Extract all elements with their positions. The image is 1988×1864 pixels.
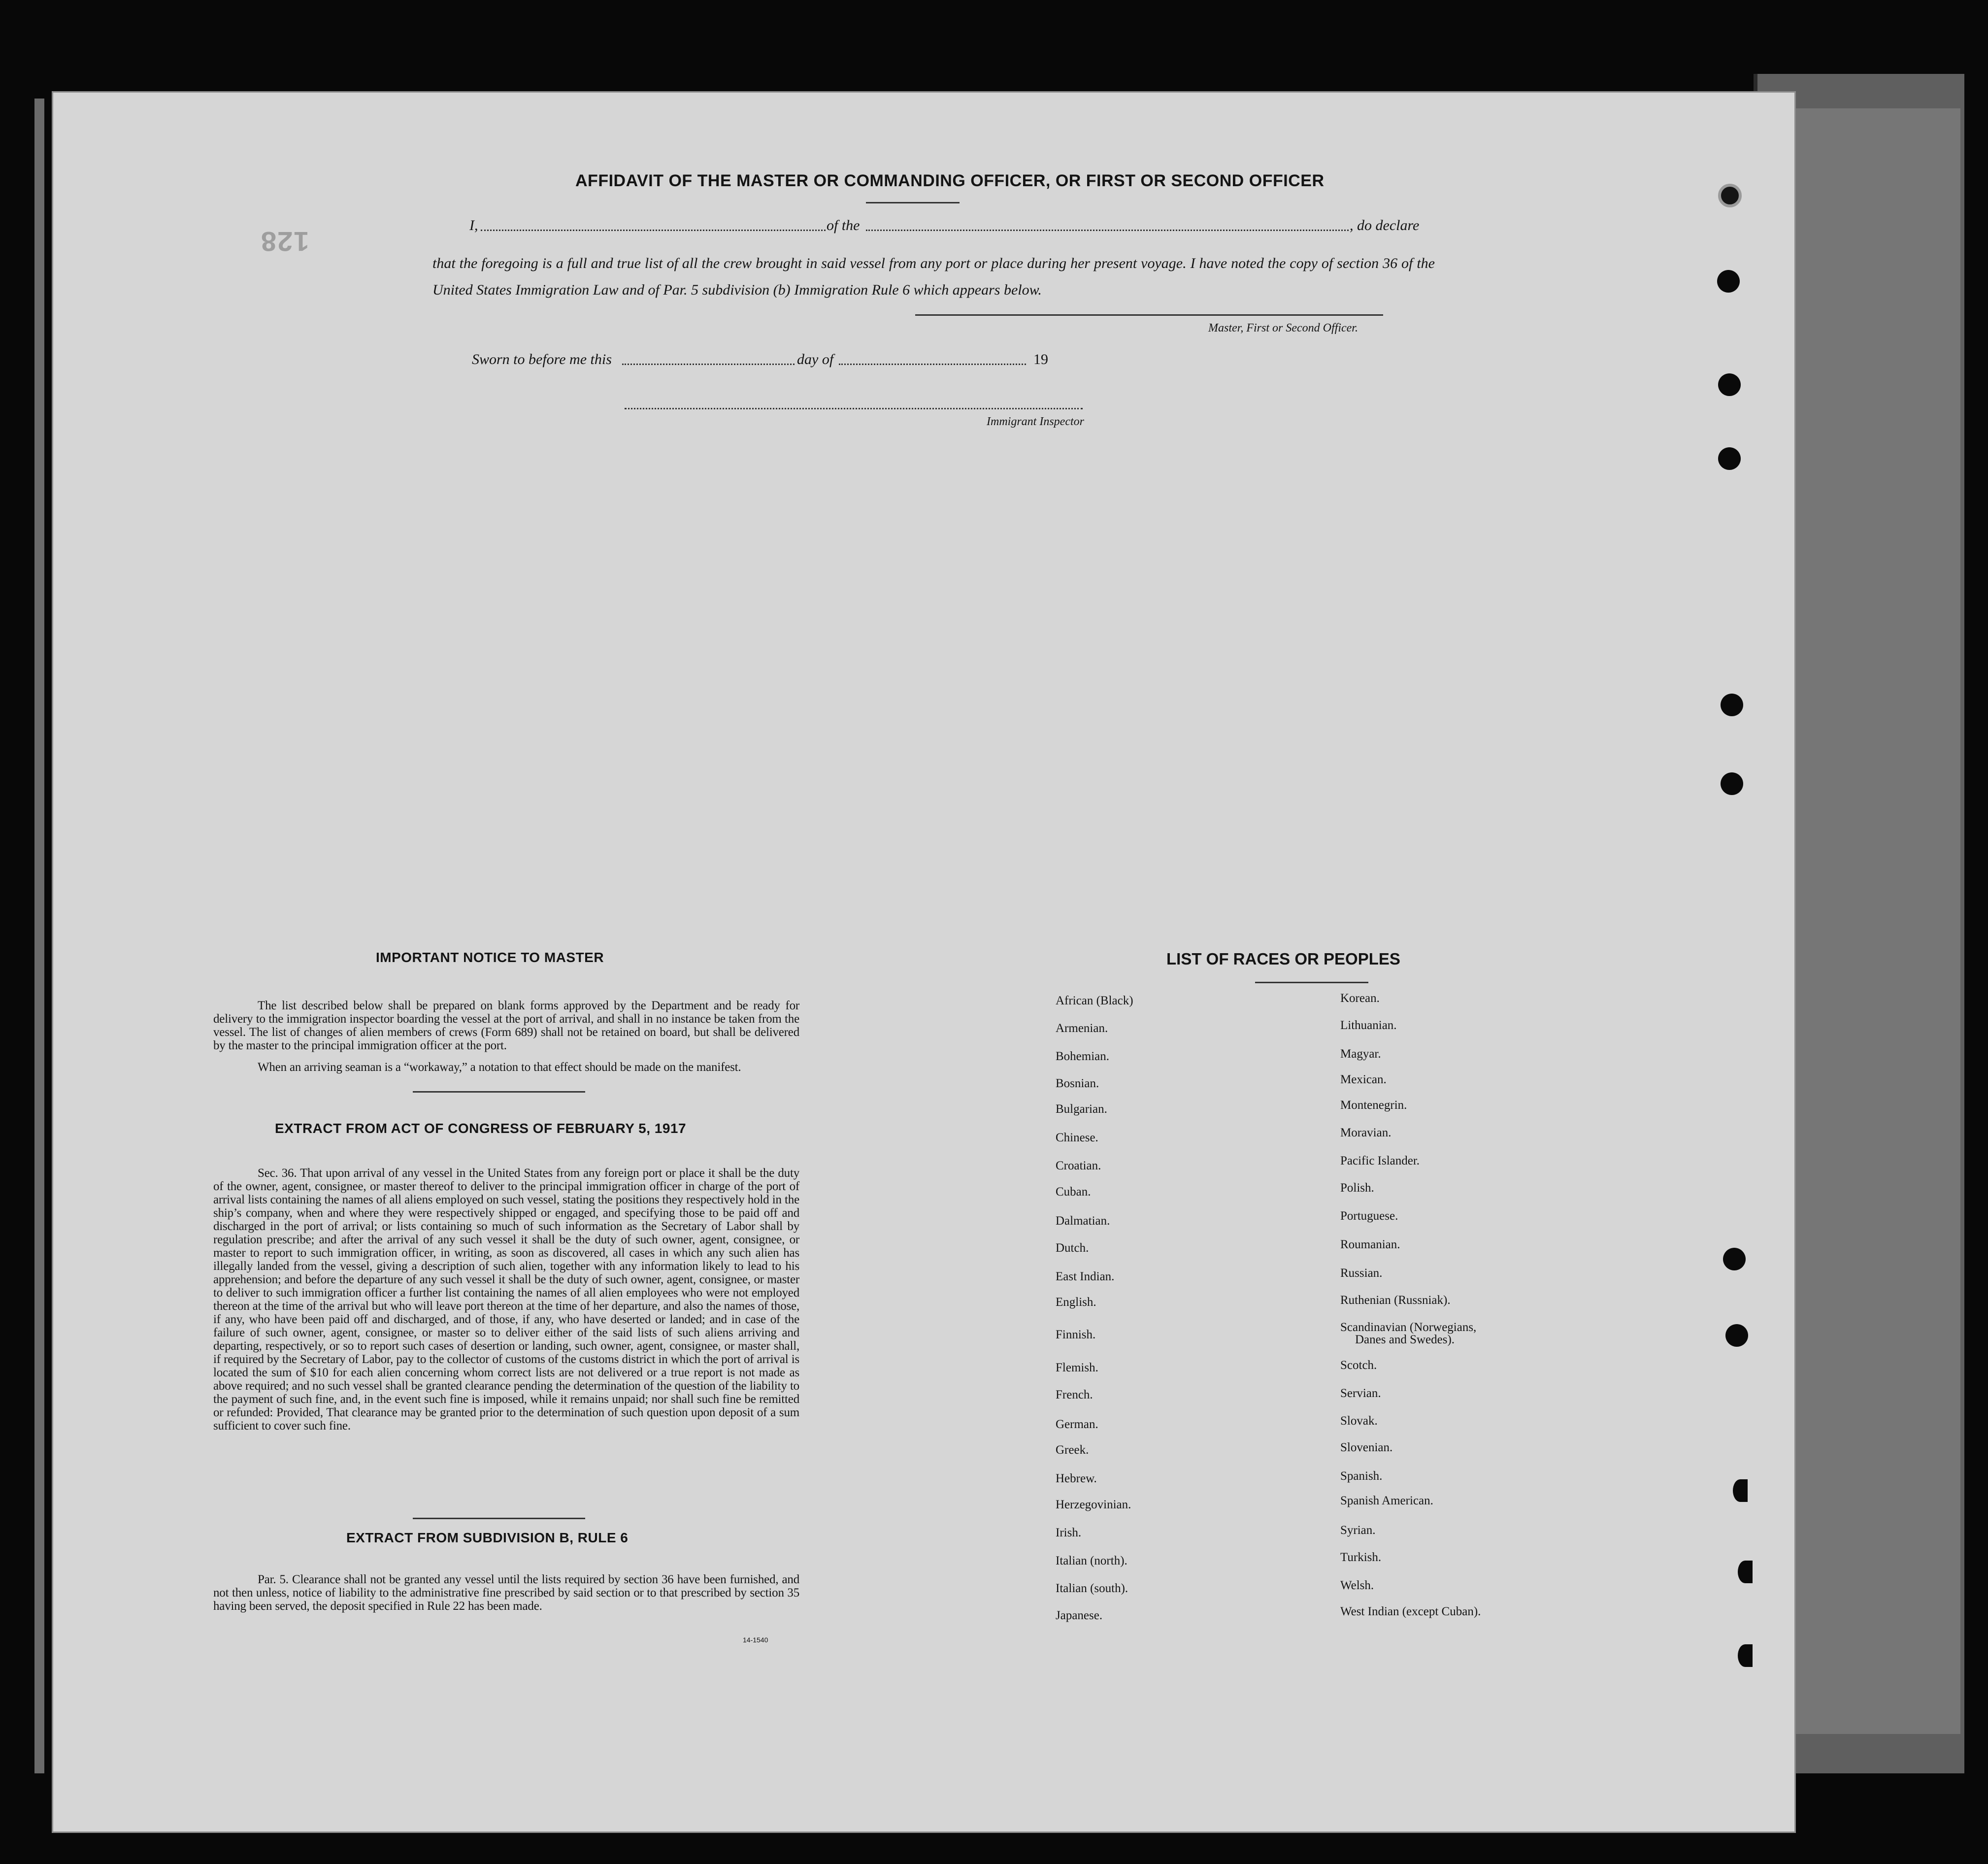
- race-item: Roumanian.: [1340, 1238, 1400, 1251]
- race-item: Montenegrin.: [1340, 1098, 1407, 1112]
- punch-hole: [1717, 270, 1740, 293]
- race-item: Flemish.: [1056, 1361, 1098, 1374]
- declarant-name-line: [481, 230, 826, 231]
- year-label: 19: [1033, 351, 1048, 367]
- affidavit-statement: that the foregoing is a full and true list of all the crew brought in said vessel from any port or place during her present voyage. I have noted the copy of section 36 of the United States Immigration Law and of Par. 5 subdivision (b) Immigration Rule 6 which appears below.: [432, 255, 1435, 298]
- faded-page-number: 128: [260, 226, 309, 257]
- race-item: Danes and Swedes).: [1355, 1333, 1455, 1346]
- section-divider: [413, 1518, 585, 1519]
- rule-extract-title: EXTRACT FROM SUBDIVISION B, RULE 6: [346, 1530, 629, 1545]
- punch-hole: [1721, 772, 1743, 795]
- race-item: Moravian.: [1340, 1126, 1392, 1139]
- race-item: Croatian.: [1056, 1159, 1101, 1172]
- punch-hole: [1718, 447, 1741, 470]
- race-item: Bohemian.: [1056, 1050, 1110, 1063]
- notice-paragraph: The list described below shall be prepared on blank forms approved by the Department and be ready for delivery to the immigration inspector boarding the vessel at the port of arrival, and shall in no instance be taken from the vessel. The list of changes of alien members of crews (Form 689) shall not be retained on board, but shall be delivered by the master to the principal immigration officer at the port.: [213, 999, 799, 1052]
- punch-hole: [1718, 184, 1742, 207]
- race-item: German.: [1056, 1418, 1098, 1431]
- punch-hole: [1718, 373, 1741, 396]
- notice-workaway-paragraph: When an arriving seaman is a “workaway,” a notation to that effect should be made on the manifest.: [258, 1061, 741, 1074]
- race-item: Servian.: [1340, 1387, 1381, 1400]
- punch-hole: [1725, 1324, 1748, 1347]
- race-item: Spanish American.: [1340, 1494, 1433, 1507]
- affidavit-title: AFFIDAVIT OF THE MASTER OR COMMANDING OFFICER, OR FIRST OR SECOND OFFICER: [575, 171, 1325, 190]
- race-item: Portuguese.: [1340, 1209, 1398, 1223]
- race-item: Welsh.: [1340, 1579, 1374, 1592]
- rule-paragraph-5-text: Par. 5. Clearance shall not be granted any vessel until the lists required by section 36 have been furnished, and not then unless, notice of liability to the administrative fine prescribed by said section or to that prescribed by section 35 having been served, the deposit specified in Rule 22 has been made.: [213, 1573, 799, 1613]
- vessel-name-line: [866, 230, 1349, 231]
- race-item: Scotch.: [1340, 1359, 1377, 1372]
- manifest-page: [52, 91, 1796, 1833]
- race-item: Bosnian.: [1056, 1077, 1099, 1090]
- punch-hole: [1723, 1248, 1746, 1270]
- inspector-signature-line: [625, 408, 1083, 409]
- form-number: 14-1540: [743, 1636, 768, 1644]
- race-item: Russian.: [1340, 1266, 1383, 1280]
- race-item: East Indian.: [1056, 1270, 1115, 1283]
- race-item: Japanese.: [1056, 1609, 1103, 1622]
- inspector-caption: Immigrant Inspector: [987, 415, 1084, 428]
- race-item: Cuban.: [1056, 1185, 1091, 1198]
- race-item: Italian (south).: [1056, 1582, 1128, 1595]
- races-title-underline: [1255, 982, 1368, 983]
- sworn-label: Sworn to before me this: [472, 351, 612, 367]
- officer-signature-caption: Master, First or Second Officer.: [1208, 322, 1358, 334]
- race-item: Ruthenian (Russniak).: [1340, 1294, 1451, 1307]
- race-item: Slovak.: [1340, 1414, 1378, 1428]
- race-item: Syrian.: [1340, 1524, 1376, 1537]
- act-section-36-text: Sec. 36. That upon arrival of any vessel in the United States from any foreign port or place it shall be the duty of the owner, agent, consignee, or master thereof to deliver to the principal immigration officer in charge of the port of arrival lists containing the names of all aliens employed on such vessel, stating the positions they respectively hold in the ship’s company, when and where they were respectively shipped or engaged, and specifying those to be paid off and discharged in the port of arrival; or lists containing so much of such information as the Secretary of Labor shall by regulation prescribe; and after the arrival of any such vessel it shall be the duty of such owner, agent, consignee, or master to report to such immigration officer, in writing, as soon as discovered, all cases in which any such alien has illegally landed from the vessel, giving a description of such alien, together with any information likely to lead to his apprehension; and before the departure of any such vessel it shall be the duty of such owner, agent, consignee, or master to deliver to such immigration officer a further list containing the names of all alien employees who were not employed thereon at the time of the arrival but who will leave port thereon at the time of her departure, and also the names of those, if any, who have been paid off and discharged, and of those, if any, who have deserted or landed; and in case of the failure of such owner, agent, consignee, or master so to deliver either of the said lists of such aliens arriving and departing, respectively, or so to report such cases of desertion or landing, such owner, agent, consignee, or master shall, if required by the Secretary of Labor, pay to the collector of customs of the customs district in which the port of arrival is located the sum of $10 for each alien concerning whom correct lists are not delivered or a true report is not made as above required; and no such vessel shall be granted clearance pending the determination of the question of the liability to the payment of such fine, and, in the event such fine is imposed, while it remains unpaid; nor shall such fine be remitted or refunded: Provided, That clearance may be granted prior to the determination of such question upon deposit of a sum sufficient to cover such fine.: [213, 1166, 799, 1432]
- race-item: African (Black): [1056, 994, 1133, 1007]
- race-item: Lithuanian.: [1340, 1019, 1397, 1032]
- race-item: Pacific Islander.: [1340, 1154, 1420, 1167]
- day-of-label: day of: [797, 351, 834, 367]
- races-list-title: LIST OF RACES OR PEOPLES: [1166, 950, 1400, 968]
- race-item: Magyar.: [1340, 1047, 1381, 1061]
- race-item: Armenian.: [1056, 1022, 1108, 1035]
- race-item: Finnish.: [1056, 1328, 1096, 1341]
- punch-hole: [1733, 1479, 1748, 1502]
- race-item: French.: [1056, 1388, 1093, 1401]
- race-item: Polish.: [1340, 1181, 1374, 1195]
- declare-label: , do declare: [1350, 217, 1420, 233]
- race-item: Scandinavian (Norwegians,: [1340, 1321, 1477, 1334]
- race-item: Irish.: [1056, 1526, 1082, 1539]
- race-item: Greek.: [1056, 1443, 1089, 1457]
- act-extract-title: EXTRACT FROM ACT OF CONGRESS OF FEBRUARY 5, 1917: [275, 1121, 687, 1136]
- underlying-page-shadow: [1783, 108, 1960, 1734]
- race-item: Dalmatian.: [1056, 1214, 1110, 1228]
- race-item: Korean.: [1340, 992, 1380, 1005]
- race-item: Dutch.: [1056, 1241, 1089, 1255]
- page-stack-edge: [34, 99, 44, 1773]
- punch-hole: [1721, 694, 1743, 716]
- race-item: West Indian (except Cuban).: [1340, 1605, 1481, 1618]
- section-divider: [413, 1091, 585, 1093]
- race-item: Hebrew.: [1056, 1472, 1097, 1485]
- race-item: Herzegovinian.: [1056, 1498, 1131, 1511]
- race-item: Chinese.: [1056, 1131, 1098, 1144]
- officer-signature-line: [915, 314, 1383, 316]
- title-divider: [866, 202, 960, 203]
- race-item: Italian (north).: [1056, 1554, 1127, 1567]
- race-item: Spanish.: [1340, 1469, 1383, 1483]
- race-item: Bulgarian.: [1056, 1102, 1107, 1116]
- punch-hole: [1738, 1561, 1753, 1583]
- race-item: Slovenian.: [1340, 1441, 1393, 1454]
- race-item: Turkish.: [1340, 1551, 1382, 1564]
- vessel-label: of the: [827, 217, 860, 233]
- declarant-label: I,: [469, 217, 478, 233]
- punch-hole: [1738, 1644, 1753, 1667]
- notice-title: IMPORTANT NOTICE TO MASTER: [376, 950, 604, 965]
- race-item: Mexican.: [1340, 1073, 1387, 1086]
- sworn-day-line: [622, 364, 795, 365]
- race-item: English.: [1056, 1296, 1096, 1309]
- sworn-month-line: [839, 364, 1026, 365]
